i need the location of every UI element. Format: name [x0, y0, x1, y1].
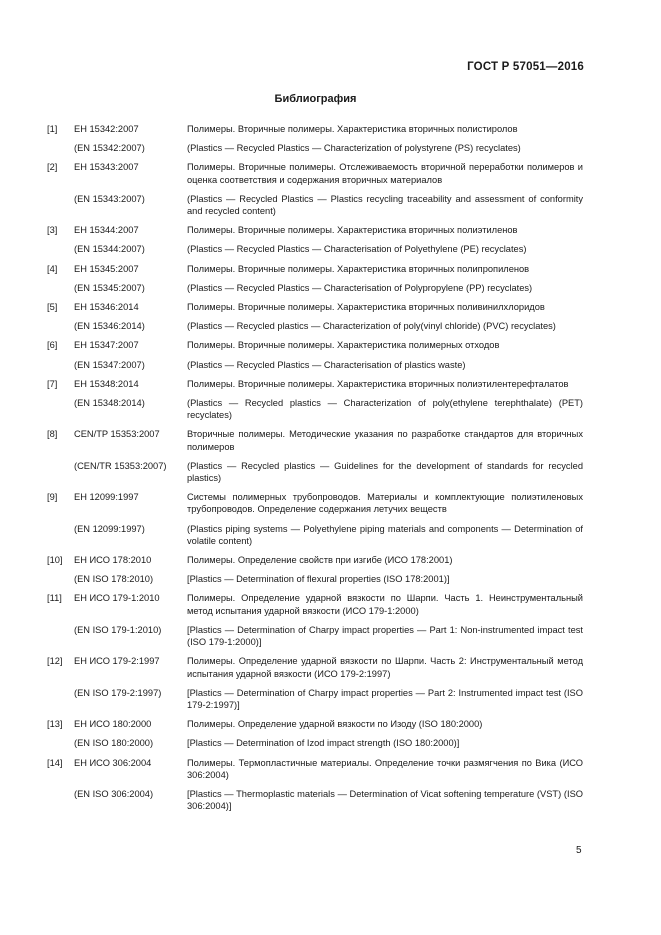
- standard-designation-ru: CEN/TP 15353:2007: [74, 429, 160, 440]
- entry-row-en: [47, 320, 583, 332]
- standard-designation-en: (EN ISO 179-2:1997): [74, 687, 162, 698]
- entry-number: [47, 243, 74, 255]
- bibliography-entry: [47, 378, 583, 422]
- standard-title-en: [Plastics — Determination of flexural properties (ISO 178:2001)]: [187, 574, 450, 585]
- entry-number: [47, 193, 74, 217]
- entry-number: [47, 788, 74, 812]
- standard-title-ru: Системы полимерных трубопроводов. Материалы и комплектующие полиэтиленовых трубопроводов. Определение содержания летучих веществ: [187, 492, 583, 515]
- bibliography-entry: [47, 123, 583, 154]
- entry-number: [14]: [47, 757, 63, 768]
- standard-designation-en: (EN 15347:2007): [74, 359, 145, 370]
- standard-title-ru: Полимеры. Определение ударной вязкости по Шарпи. Часть 2: Инструментальный метод испытания ударной вязкости (ИСО 179-2:1997): [187, 656, 583, 679]
- standard-designation-ru: ЕН 12099:1997: [74, 492, 139, 503]
- standard-title-ru: Полимеры. Термопластичные материалы. Определение точки размягчения по Вика (ИСО 306:2004): [187, 757, 583, 780]
- entry-number: [3]: [47, 225, 58, 236]
- entry-row-en: [47, 397, 583, 421]
- entry-row-ru: [47, 161, 583, 185]
- entry-number: [12]: [47, 656, 63, 667]
- bibliography-entry: [47, 339, 583, 370]
- entry-number: [4]: [47, 263, 58, 274]
- standard-title-en: (Plastics — Recycled Plastics — Characterisation of Polyethylene (PE) recyclates): [187, 244, 527, 255]
- standard-designation-ru: ЕН ИСО 306:2004: [74, 757, 152, 768]
- entry-number: [47, 624, 74, 648]
- entry-row-en: [47, 624, 583, 648]
- standard-title-ru: Вторичные полимеры. Методические указания по разработке стандартов для вторичных полимеров: [187, 429, 583, 452]
- entry-row-ru: [47, 655, 583, 679]
- entry-number: [47, 359, 74, 371]
- standard-designation-en: (EN 15345:2007): [74, 282, 145, 293]
- standard-designation-ru: ЕН 15347:2007: [74, 340, 139, 351]
- standard-designation-en: (EN ISO 180:2000): [74, 738, 154, 749]
- standard-title-en: [Plastics — Determination of Charpy impact properties — Part 2: Instrumented impact test (ISO 179-2:1997)]: [187, 687, 583, 710]
- page-title: Библиография: [274, 93, 357, 105]
- entry-row-ru: [47, 554, 583, 566]
- standard-title-en: (Plastics — Recycled plastics — Characterization of poly(ethylene terephthalate) (PET) recyclates): [187, 398, 583, 421]
- entry-row-en: [47, 359, 583, 371]
- entry-row-ru: [47, 263, 583, 275]
- standard-designation-en: (EN 15344:2007): [74, 244, 145, 255]
- entry-row-en: [47, 243, 583, 255]
- entry-number: [47, 142, 74, 154]
- bibliography-entry: [47, 301, 583, 332]
- standard-title-ru: Полимеры. Вторичные полимеры. Характеристика полимерных отходов: [187, 340, 500, 351]
- entry-row-ru: [47, 592, 583, 616]
- entry-row-ru: [47, 224, 583, 236]
- standard-title-ru: Полимеры. Вторичные полимеры. Характеристика вторичных поливинилхлоридов: [187, 302, 545, 313]
- entry-row-ru: [47, 301, 583, 313]
- entry-number: [47, 397, 74, 421]
- standard-designation-ru: ЕН ИСО 180:2000: [74, 719, 152, 730]
- standard-title-ru: Полимеры. Вторичные полимеры. Характеристика вторичных полипропиленов: [187, 263, 530, 274]
- entry-number: [47, 737, 74, 749]
- standard-designation-en: (CEN/TR 15353:2007): [74, 460, 167, 471]
- standard-designation-ru: ЕН 15342:2007: [74, 124, 139, 134]
- standard-title-en: (Plastics — Recycled plastics — Guidelines for the development of standards for recycled plastics): [187, 460, 583, 484]
- standard-designation-en: (EN 15348:2014): [74, 398, 145, 409]
- bibliography-entry: [47, 592, 583, 648]
- bibliography-entry: [47, 161, 583, 217]
- standard-designation-ru: ЕН 15346:2014: [74, 302, 139, 313]
- standard-designation-en: (EN 15342:2007): [74, 143, 145, 154]
- entry-number: [47, 320, 74, 332]
- standard-designation-ru: ЕН 15345:2007: [74, 263, 139, 274]
- entry-row-ru: [47, 428, 583, 452]
- standard-title-en: [Plastics — Determination of Charpy impact properties — Part 1: Non-instrumented impact test (ISO 179-1:2000)]: [187, 624, 583, 648]
- standard-designation-en: (EN 15343:2007): [74, 193, 145, 204]
- standard-title-en: (Plastics — Recycled Plastics — Characterization of polystyrene (PS) recyclates): [187, 143, 521, 154]
- bibliography-entry: [47, 263, 583, 294]
- entry-number: [47, 460, 74, 484]
- entry-row-ru: [47, 491, 583, 515]
- standard-designation-en: (EN ISO 179-1:2010): [74, 624, 162, 635]
- entry-number: [47, 573, 74, 585]
- entry-number: [47, 282, 74, 294]
- entry-row-ru: [47, 378, 583, 390]
- entry-row-ru: [47, 339, 583, 351]
- standard-title-en: [Plastics — Determination of Izod impact strength (ISO 180:2000)]: [187, 738, 460, 749]
- entry-number: [6]: [47, 340, 58, 351]
- entry-number: [8]: [47, 429, 58, 440]
- entry-row-en: [47, 687, 583, 711]
- standard-title-ru: Полимеры. Определение ударной вязкости по Шарпи. Часть 1. Неинструментальный метод испытания ударной вязкости (ИСО 179-1:2000): [187, 593, 583, 616]
- standard-title-en: (Plastics piping systems — Polyethylene piping materials and components — Determination of volatile content): [187, 523, 583, 546]
- entry-row-en: [47, 573, 583, 585]
- entry-row-ru: [47, 757, 583, 781]
- entry-number: [47, 687, 74, 711]
- standard-designation-ru: ЕН 15348:2014: [74, 378, 139, 389]
- bibliography-list: [47, 123, 583, 819]
- entry-number: [5]: [47, 302, 58, 313]
- entry-row-en: [47, 737, 583, 749]
- entry-number: [13]: [47, 719, 63, 730]
- document-code: ГОСТ Р 57051—2016: [467, 61, 584, 73]
- standard-title-en: (Plastics — Recycled plastics — Characterization of poly(vinyl chloride) (PVC) recyclates): [187, 321, 556, 332]
- standard-designation-en: (EN ISO 306:2004): [74, 788, 154, 799]
- standard-title-ru: Полимеры. Определение ударной вязкости по Изоду (ISO 180:2000): [187, 719, 483, 730]
- standard-title-en: (Plastics — Recycled Plastics — Plastics recycling traceability and assessment of conformity and recycled content): [187, 193, 583, 217]
- standard-designation-ru: ЕН 15343:2007: [74, 162, 139, 173]
- entry-row-ru: [47, 123, 583, 135]
- standard-designation-ru: ЕН 15344:2007: [74, 225, 139, 236]
- standard-designation-ru: ЕН ИСО 178:2010: [74, 555, 152, 566]
- bibliography-entry: [47, 491, 583, 547]
- bibliography-entry: [47, 718, 583, 749]
- entry-number: [10]: [47, 555, 63, 566]
- entry-number: [9]: [47, 492, 58, 503]
- entry-number: [7]: [47, 378, 58, 389]
- standard-title-ru: Полимеры. Вторичные полимеры. Характеристика вторичных полиэтилентерефталатов: [187, 378, 569, 389]
- standard-title-en: [Plastics — Thermoplastic materials — Determination of Vicat softening temperature (VST) (ISO 306:2004)]: [187, 788, 583, 812]
- bibliography-entry: [47, 757, 583, 813]
- bibliography-entry: [47, 428, 583, 484]
- bibliography-entry: [47, 655, 583, 711]
- entry-row-en: [47, 282, 583, 294]
- standard-designation-ru: ЕН ИСО 179-1:2010: [74, 593, 160, 604]
- entry-number: [47, 523, 74, 547]
- entry-number: [1]: [47, 124, 58, 134]
- entry-row-en: [47, 460, 583, 484]
- standard-designation-en: (EN 15346:2014): [74, 321, 145, 332]
- page-number: 5: [576, 845, 582, 856]
- entry-row-en: [47, 142, 583, 154]
- entry-row-en: [47, 788, 583, 812]
- entry-number: [2]: [47, 162, 58, 173]
- standard-title-ru: Полимеры. Вторичные полимеры. Характеристика вторичных полистиролов: [187, 124, 518, 134]
- entry-number: [11]: [47, 593, 62, 604]
- standard-title-ru: Полимеры. Определение свойств при изгибе (ИСО 178:2001): [187, 555, 453, 566]
- standard-designation-en: (EN 12099:1997): [74, 523, 145, 534]
- bibliography-entry: [47, 554, 583, 585]
- standard-designation-en: (EN ISO 178:2010): [74, 574, 154, 585]
- entry-row-en: [47, 193, 583, 217]
- standard-title-en: (Plastics — Recycled Plastics — Characterisation of Polypropylene (PP) recyclates): [187, 282, 533, 293]
- entry-row-ru: [47, 718, 583, 730]
- standard-title-en: (Plastics — Recycled Plastics — Characterisation of plastics waste): [187, 359, 466, 370]
- entry-row-en: [47, 523, 583, 547]
- standard-title-ru: Полимеры. Вторичные полимеры. Характеристика вторичных полиэтиленов: [187, 225, 518, 236]
- standard-designation-ru: ЕН ИСО 179-2:1997: [74, 656, 160, 667]
- standard-title-ru: Полимеры. Вторичные полимеры. Отслеживаемость вторичной переработки полимеров и оценка соответствия и содержания вторичных материалов: [187, 162, 583, 185]
- bibliography-entry: [47, 224, 583, 255]
